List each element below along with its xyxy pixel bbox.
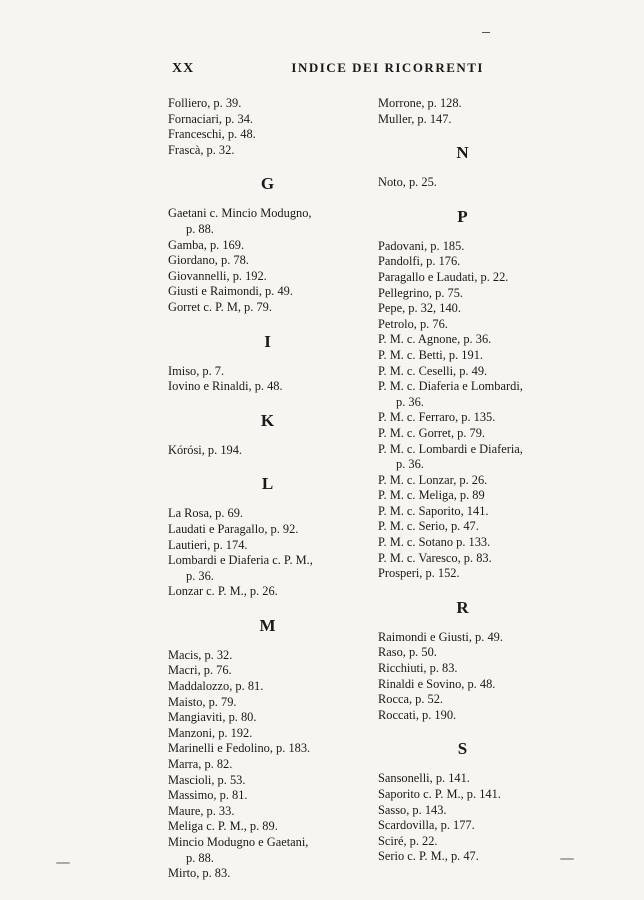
index-entry: Rinaldi e Sovino, p. 48. <box>378 676 496 691</box>
index-entry: Kórósi, p. 194. <box>168 442 242 457</box>
right-column <box>378 96 548 865</box>
index-entry: Morrone, p. 128. <box>378 96 462 110</box>
index-entry: P. M. c. Saporito, 141. <box>378 503 489 518</box>
page-number: XX <box>172 61 195 76</box>
index-entry-continuation <box>378 395 548 411</box>
index-entry: Sasso, p. 143. <box>378 802 447 817</box>
index-entry: Scardovilla, p. 177. <box>378 818 475 833</box>
section-letter-k: K <box>260 410 276 430</box>
index-entry: Padovani, p. 185. <box>378 238 465 253</box>
index-entry: Petrolo, p. 76. <box>378 316 448 331</box>
index-entry: Meliga c. P. M., p. 89. <box>168 819 278 834</box>
index-entry: Folliero, p. 39. <box>168 96 242 110</box>
index-entry: Giusti e Raimondi, p. 49. <box>168 284 293 299</box>
index-entry: Pellegrino, p. 75. <box>378 285 464 300</box>
index-entry: La Rosa, p. 69. <box>168 506 244 521</box>
index-entry: Mirto, p. 83. <box>168 866 231 881</box>
index-entry: Mincio Modugno e Gaetani, <box>168 835 309 849</box>
index-entry-continuation <box>168 569 368 585</box>
index-entry: Raimondi e Giusti, p. 49. <box>378 629 503 644</box>
index-entry-continuation <box>168 851 368 867</box>
print-smudge <box>560 858 574 860</box>
index-entry: Raso, p. 50. <box>378 645 437 660</box>
index-entry: P. M. c. Serio, p. 47. <box>378 519 479 534</box>
index-entry: P. M. c. Gorret, p. 79. <box>378 425 486 440</box>
index-entry: Saporito c. P. M., p. 141. <box>378 787 501 801</box>
index-entry: Massimo, p. 81. <box>168 788 248 803</box>
index-entry: Prosperi, p. 152. <box>378 566 460 581</box>
index-entry: Giovannelli, p. 192. <box>168 268 267 283</box>
index-entry: Pepe, p. 32, 140. <box>378 301 461 316</box>
index-entry: P. M. c. Agnone, p. 36. <box>378 332 492 347</box>
index-entry: Mangiaviti, p. 80. <box>168 710 257 725</box>
index-entry: Fornaciari, p. 34. <box>168 111 253 126</box>
index-entry: Manzoni, p. 192. <box>168 725 253 740</box>
index-entry: Giordano, p. 78. <box>168 253 249 268</box>
index-entry-continuation <box>168 222 368 238</box>
index-entry: Gorret c. P. M, p. 79. <box>168 299 272 314</box>
index-entry: Serio c. P. M., p. 47. <box>378 849 479 864</box>
index-entry: Iovino e Rinaldi, p. 48. <box>168 379 283 394</box>
section-letter-i: I <box>264 331 272 351</box>
index-entry: Gaetani c. Mincio Modugno, <box>168 206 312 221</box>
continuation-text: p. 88. <box>186 850 214 865</box>
index-entry: Noto, p. 25. <box>378 175 437 190</box>
section-letter-n: N <box>456 143 470 163</box>
index-entry: P. M. c. Ferraro, p. 135. <box>378 410 496 425</box>
continuation-text: p. 88. <box>186 221 214 236</box>
index-entry: P. M. c. Lombardi e Diaferia, <box>378 441 523 456</box>
running-title: INDICE DEI RICORRENTI <box>291 60 484 75</box>
index-entry: Lombardi e Diaferia c. P. M., <box>168 553 313 568</box>
index-entry: P. M. c. Betti, p. 191. <box>378 347 483 362</box>
section-letter-m: M <box>259 615 277 635</box>
index-entry: Laudati e Paragallo, p. 92. <box>168 521 299 536</box>
index-entry: Marinelli e Fedolino, p. 183. <box>168 741 311 756</box>
left-column <box>168 96 368 882</box>
index-entry: Macri, p. 76. <box>168 663 232 678</box>
index-entry: Ricchiuti, p. 83. <box>378 661 458 676</box>
section-letter-g: G <box>260 174 276 194</box>
continuation-text: p. 36. <box>186 568 214 583</box>
section-letter-r: R <box>456 597 470 617</box>
index-entry: Gamba, p. 169. <box>168 237 245 252</box>
index-entry: P. M. c. Sotano p. 133. <box>378 535 491 550</box>
index-entry: P. M. c. Lonzar, p. 26. <box>378 472 488 487</box>
index-entry: Marra, p. 82. <box>168 757 233 772</box>
index-entry: Maure, p. 33. <box>168 803 235 818</box>
continuation-text: p. 36. <box>396 457 424 472</box>
section-letter-s: S <box>457 739 469 759</box>
index-entry: P. M. c. Varesco, p. 83. <box>378 550 492 565</box>
index-entry: Lonzar c. P. M., p. 26. <box>168 584 278 599</box>
index-entry: P. M. c. Diaferia e Lombardi, <box>378 379 523 394</box>
index-entry: Maddalozzo, p. 81. <box>168 679 264 694</box>
index-entry: Lautieri, p. 174. <box>168 537 248 552</box>
section-letter-p: P <box>457 206 469 226</box>
index-entry: Maisto, p. 79. <box>168 694 237 709</box>
index-entry: Sciré, p. 22. <box>378 833 438 848</box>
index-entry: Mascioli, p. 53. <box>168 772 246 787</box>
index-entry: Sansonelli, p. 141. <box>378 771 470 786</box>
index-entry: P. M. c. Ceselli, p. 49. <box>378 363 488 378</box>
index-entry: Roccati, p. 190. <box>378 707 457 722</box>
section-letter-l: L <box>261 474 275 494</box>
index-entry: P. M. c. Meliga, p. 89 <box>378 488 485 503</box>
index-entry: Rocca, p. 52. <box>378 692 444 707</box>
index-entry: Franceschi, p. 48. <box>168 127 256 142</box>
index-entry: Frascà, p. 32. <box>168 142 235 157</box>
index-entry: Muller, p. 147. <box>378 111 452 126</box>
index-entry: Pandolfi, p. 176. <box>378 254 461 269</box>
print-mark <box>482 32 490 33</box>
page-header <box>172 60 484 77</box>
continuation-text: p. 36. <box>396 394 424 409</box>
index-entry: Paragallo e Laudati, p. 22. <box>378 269 509 284</box>
index-entry: Macis, p. 32. <box>168 647 233 662</box>
index-entry: Imiso, p. 7. <box>168 363 225 378</box>
index-entry-continuation <box>378 457 548 473</box>
print-smudge <box>56 862 70 864</box>
